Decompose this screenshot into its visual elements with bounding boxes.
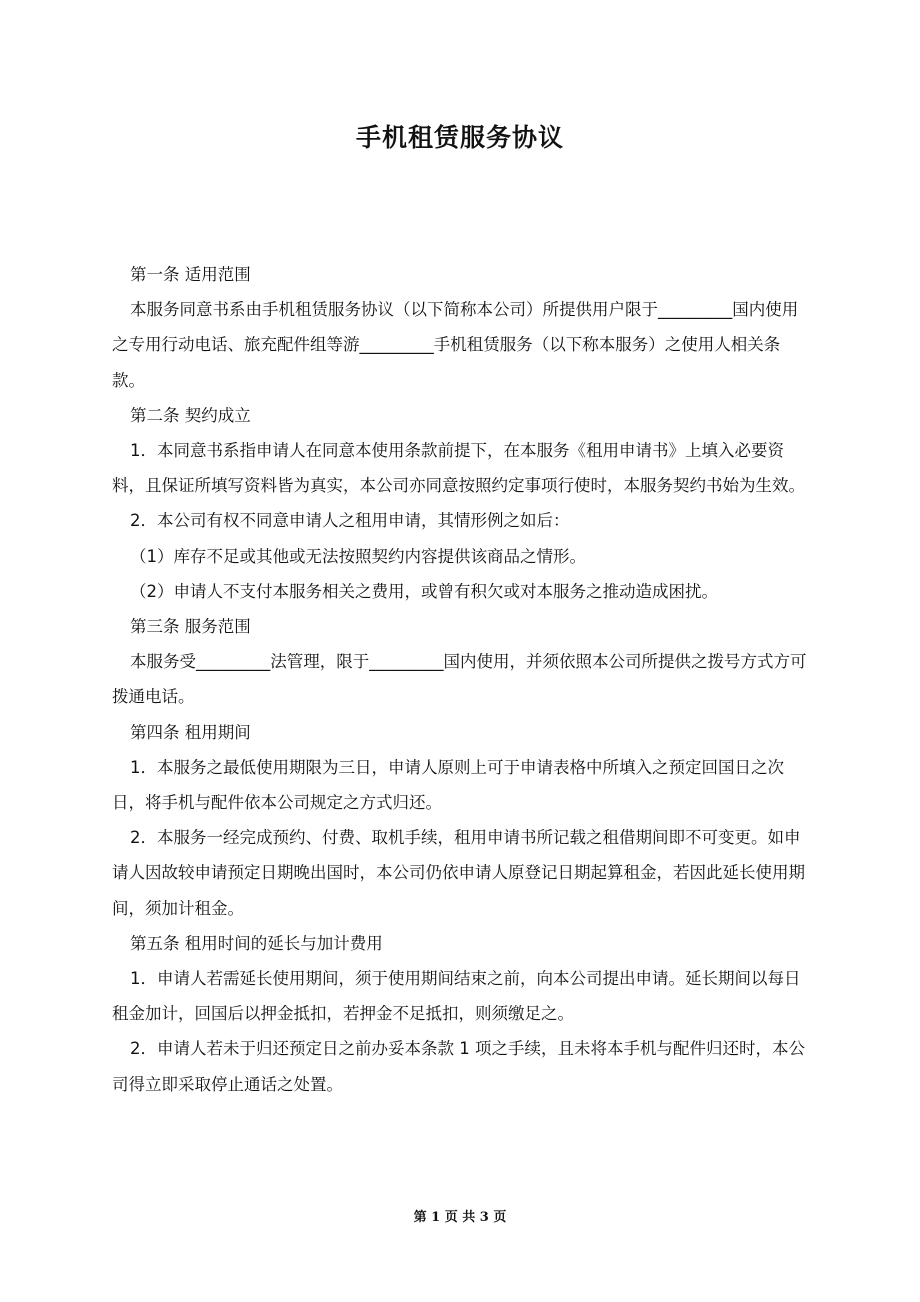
paragraph: （2）申请人不支付本服务相关之费用，或曾有积欠或对本服务之推动造成困扰。 bbox=[130, 581, 718, 601]
paragraph: 2．申请人若未于归还预定日之前办妥本条款 1 项之手续，且未将本手机与配件归还时，本公司得立即采取停止通话之处置。 bbox=[112, 1039, 805, 1094]
paragraph: 2．本公司有权不同意申请人之租用申请，其情形例之如后： bbox=[130, 511, 570, 531]
paragraph: 1．本同意书系指申请人在同意本使用条款前提下，在本服务《租用申请书》上填入必要资料，且保证所填写资料皆为真实，本公司亦同意按照约定事项行使时，本服务契约书始为生效。 bbox=[112, 441, 805, 496]
page-footer: 第 1 页 共 3 页 bbox=[413, 1210, 507, 1225]
paragraph: 本服务同意书系由手机租赁服务协议（以下简称本公司）所提供用户限于_________国内使用之专用行动电话、旅充配件组等游_________手机租赁服务（以下称本服务）之使用人相关条款。 bbox=[112, 300, 799, 390]
document-body bbox=[112, 257, 812, 1102]
article-4-heading: 第四条 租用期间 bbox=[130, 722, 251, 742]
paragraph: （1）库存不足或其他或无法按照契约内容提供该商品之情形。 bbox=[130, 546, 586, 566]
paragraph: 1．本服务之最低使用期限为三日，申请人原则上可于申请表格中所填入之预定回国日之次日，将手机与配件依本公司规定之方式归还。 bbox=[112, 757, 784, 813]
document-title: 手机租赁服务协议 bbox=[355, 123, 564, 152]
paragraph: 本服务受_________法管理，限于_________国内使用，并须依照本公司所提供之拨号方式方可拨通电话。 bbox=[112, 652, 807, 707]
paragraph: 1．申请人若需延长使用期间，须于使用期间结束之前，向本公司提出申请。延长期间以每日租金加计，回国后以押金抵扣，若押金不足抵扣，则须缴足之。 bbox=[112, 969, 801, 1024]
article-5-heading: 第五条 租用时间的延长与加计费用 bbox=[130, 933, 383, 953]
article-1-heading: 第一条 适用范围 bbox=[130, 265, 251, 284]
article-2-heading: 第二条 契约成立 bbox=[130, 405, 251, 425]
paragraph: 2．本服务一经完成预约、付费、取机手续，租用申请书所记载之租借期间即不可变更。如申请人因故较申请预定日期晚出国时，本公司仍依申请人原登记日期起算租金，若因此延长使用期间，须加计租金。 bbox=[112, 828, 805, 918]
article-3-heading: 第三条 服务范围 bbox=[130, 617, 251, 637]
